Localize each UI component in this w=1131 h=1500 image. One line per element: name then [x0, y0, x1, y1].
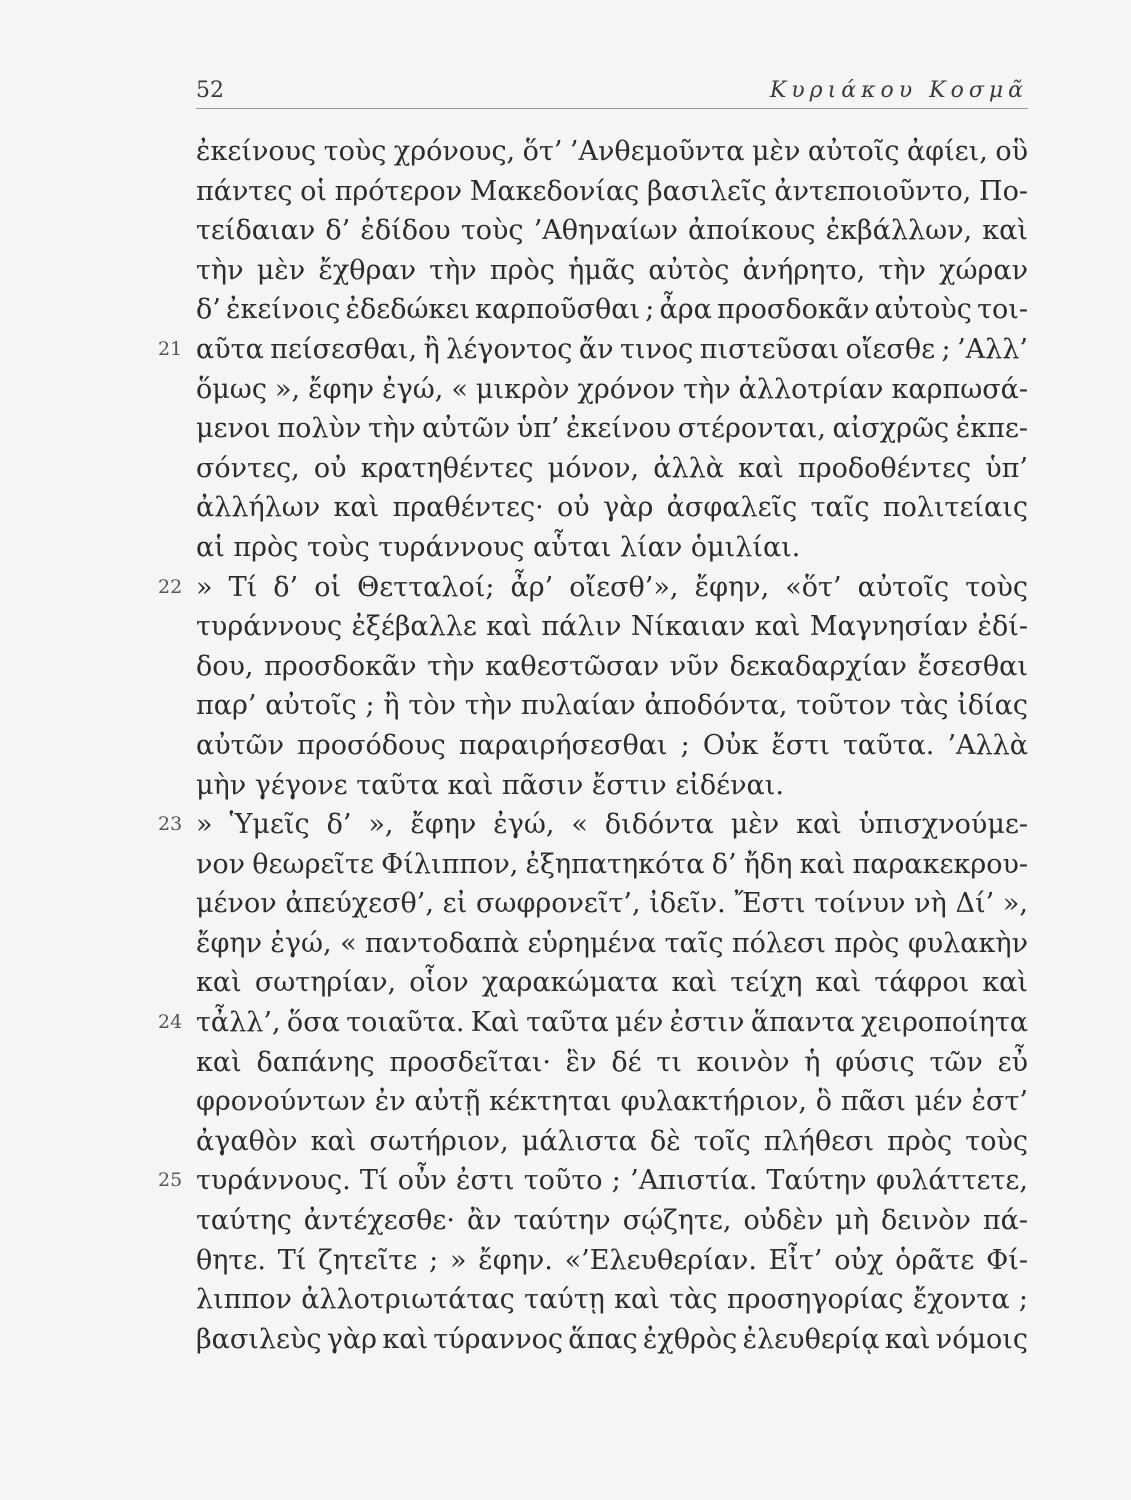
text-line	[196, 488, 1028, 528]
line-text: καὶ σωτηρίαν, οἷον χαρακώματα καὶ τείχη καὶ τάφροι καὶ	[196, 967, 1028, 999]
line-text: αὐτῶν προσόδους παραιρήσεσθαι ; Οὐκ ἔστι ταῦτα. ’Αλλὰ	[196, 729, 1028, 761]
line-text: ἀγαθὸν καὶ σωτήριον, μάλιστα δὲ τοῖς πλήθεσι πρὸς τοὺς	[196, 1125, 1028, 1157]
text-line	[196, 1280, 1028, 1320]
text-line	[196, 251, 1028, 291]
text-line	[196, 1122, 1028, 1162]
line-text: πάντες οἱ πρότερον Μακεδονίας βασιλεῖς ἀντεποιοῦντο, Πο-	[196, 175, 1028, 207]
text-line	[196, 211, 1028, 251]
running-head: Κυριάκου Κοσμᾶ	[769, 78, 1028, 103]
text-line	[158, 330, 1028, 370]
text-line	[196, 370, 1028, 410]
text-line	[196, 449, 1028, 489]
line-text: δ’ ἐκείνοις ἐδεδώκει καρποῦσθαι ; ἆρα προσδοκᾶν αὐτοὺς τοι-	[196, 294, 1028, 326]
line-text: τὴν μὲν ἔχθραν τὴν πρὸς ἡμᾶς αὐτὸς ἀνήρητο, τὴν χώραν	[196, 254, 1028, 286]
paragraph-number: 21	[158, 337, 183, 360]
line-text: μὴν γέγονε ταῦτα καὶ πᾶσιν ἔστιν εἰδέναι.	[196, 769, 784, 801]
text-line	[196, 1082, 1028, 1122]
text-line	[196, 845, 1028, 885]
line-text: ἔφην ἐγώ, « παντοδαπὰ εὑρημένα ταῖς πόλεσι πρὸς φυλακὴν	[196, 927, 1028, 959]
text-line	[196, 1201, 1028, 1241]
line-text: τυράννους ἐξέβαλλε καὶ πάλιν Νίκαιαν καὶ Μαγνησίαν ἐδί-	[196, 611, 1028, 643]
page-header	[196, 78, 1028, 114]
text-line	[158, 805, 1028, 845]
line-text: ἀλλήλων καὶ πραθέντες· οὐ γὰρ ἀσφαλεῖς ταῖς πολιτείαις	[196, 492, 1028, 524]
paragraph-number: 25	[158, 1169, 183, 1192]
text-line	[196, 686, 1028, 726]
line-text: » Ὑμεῖς δ’ », ἔφην ἐγώ, « διδόντα μὲν καὶ ὑπισχνούμε-	[196, 809, 1028, 841]
text-line	[196, 132, 1028, 172]
line-text: ταύτης ἀντέχεσθε· ἂν ταύτην σῴζητε, οὐδὲν μὴ δεινὸν πά-	[196, 1205, 1028, 1237]
text-line	[196, 963, 1028, 1003]
text-line	[196, 647, 1028, 687]
text-line	[196, 766, 1028, 806]
line-text: ὅμως », ἔφην ἐγώ, « μικρὸν χρόνον τὴν ἀλλοτρίαν καρπωσά-	[196, 373, 1028, 405]
text-line	[158, 1003, 1028, 1043]
line-text: ἐκείνους τοὺς χρόνους, ὅτ’ ’Ανθεμοῦντα μὲν αὐτοῖς ἀφίει, οὓ	[196, 136, 1028, 167]
page-number: 52	[196, 78, 224, 103]
text-line	[196, 726, 1028, 766]
line-text: μένον ἀπεύχεσθ’, εἰ σωφρονεῖτ’, ἰδεῖν. Ἔστι τοίνυν νὴ Δί’ »,	[196, 888, 1028, 920]
text-line	[196, 884, 1028, 924]
text-line	[196, 172, 1028, 212]
line-text: τυράννους. Τί οὖν ἐστι τοῦτο ; ’Απιστία. Ταύτην φυλάττετε,	[196, 1165, 1028, 1197]
line-text: » Τί δ’ οἱ Θετταλοί; ἆρ’ οἴεσθ’», ἔφην, «ὅτ’ αὐτοῖς τοὺς	[196, 571, 1028, 603]
line-text: αἱ πρὸς τοὺς τυράννους αὗται λίαν ὁμιλίαι.	[196, 531, 801, 563]
line-text: θητε. Τί ζητεῖτε ; » ἔφην. «’Ελευθερίαν. Εἶτ’ οὐχ ὁρᾶτε Φί-	[196, 1244, 1028, 1276]
header-rule	[196, 108, 1028, 109]
paragraph-number: 22	[158, 575, 183, 598]
line-text: σόντες, οὐ κρατηθέντες μόνον, ἀλλὰ καὶ προδοθέντες ὑπ’	[196, 452, 1028, 484]
body-text	[158, 132, 1028, 1359]
line-text: μενοι πολὺν τὴν αὐτῶν ὑπ’ ἐκείνου στέρονται, αἰσχρῶς ἐκπε-	[196, 413, 1028, 445]
text-line	[196, 290, 1028, 330]
line-text: φρονούντων ἐν αὐτῇ κέκτηται φυλακτήριον, ὃ πᾶσι μέν ἐστ’	[196, 1086, 1028, 1118]
line-text: τείδαιαν δ’ ἐδίδου τοὺς ’Αθηναίων ἀποίκους ἐκβάλλων, καὶ	[196, 215, 1028, 247]
text-line	[196, 607, 1028, 647]
line-text: παρ’ αὐτοῖς ; ἢ τὸν τὴν πυλαίαν ἀποδόντα, τοῦτον τὰς ἰδίας	[196, 690, 1028, 722]
text-line	[196, 528, 1028, 568]
text-line	[196, 924, 1028, 964]
line-text: λιππον ἀλλοτριωτάτας ταύτῃ καὶ τὰς προσηγορίας ἔχοντα ;	[196, 1284, 1028, 1316]
text-line	[158, 568, 1028, 608]
text-line	[158, 1161, 1028, 1201]
line-text: τἆλλ’, ὅσα τοιαῦτα. Καὶ ταῦτα μέν ἐστιν ἅπαντα χειροποίητα	[196, 1007, 1028, 1039]
line-text: νον θεωρεῖτε Φίλιππον, ἐξηπατηκότα δ’ ἤδη καὶ παρακεκρου-	[196, 848, 1028, 880]
text-line	[196, 1241, 1028, 1281]
text-line	[196, 409, 1028, 449]
line-text: δου, προσδοκᾶν τὴν καθεστῶσαν νῦν δεκαδαρχίαν ἔσεσθαι	[196, 650, 1028, 682]
paragraph-number: 24	[158, 1011, 183, 1034]
line-text: βασιλεὺς γὰρ καὶ τύραννος ἅπας ἐχθρὸς ἐλευθερίᾳ καὶ νόμοις	[196, 1323, 1028, 1355]
paragraph-number: 23	[158, 813, 183, 836]
text-line	[196, 1320, 1028, 1360]
line-text: αῦτα πείσεσθαι, ἢ λέγοντος ἄν τινος πιστεῦσαι οἴεσθε ; ’Αλλ’	[196, 333, 1028, 365]
line-text: καὶ δαπάνης προσδεῖται· ἓν δέ τι κοινὸν ἡ φύσις τῶν εὖ	[196, 1046, 1028, 1078]
text-line	[196, 1043, 1028, 1083]
